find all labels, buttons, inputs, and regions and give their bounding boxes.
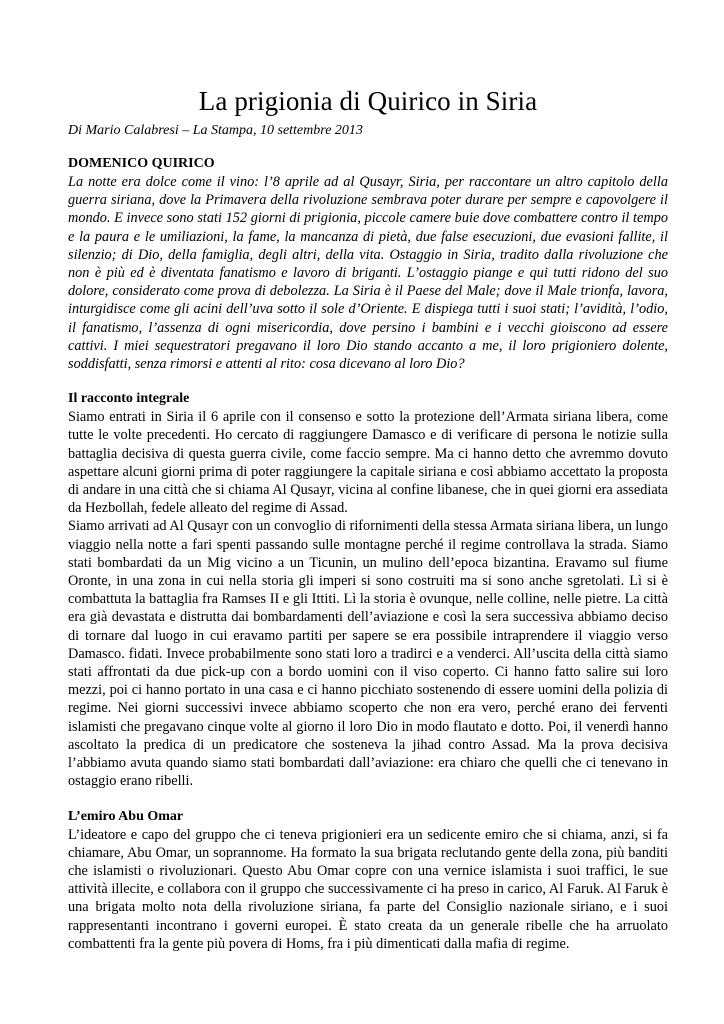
spacer	[68, 791, 668, 808]
byline: Di Mario Calabresi – La Stampa, 10 settembre 2013	[68, 123, 363, 138]
emiro-paragraph: L’ideatore e capo del gruppo che ci teneva prigionieri era un sedicente emiro che si chiama, anzi, si fa chiamare, Abu Omar, un soprannome. Ha formato la sua brigata reclutando gente della zona, più banditi che islamisti o rivoluzionari. Questo Abu Omar copre con una vernice islamista i suoi traffici, le sue attività illecite, e collabora con il gruppo che successivamente ci ha preso in carico, Al Faruk. Al Faruk è una brigata molto nota della rivoluzione siriana, fa parte del Consiglio nazionale siriano, e i suoi rappresentanti incontrano i governi europei. È stato creata da un generale ribelle che ha arruolato combattenti fra la gente più povera di Homs, fra i più dimenticati dalla mafia di regime.	[68, 826, 668, 952]
section-heading-emiro: L’emiro Abu Omar	[68, 808, 184, 824]
intro-paragraph: La notte era dolce come il vino: l’8 aprile ad al Qusayr, Siria, per raccontare un altro capitolo della guerra siriana, dove la Primavera della rivoluzione sembrava poter durare per sempre e capovolgere il mondo. E invece sono stati 152 giorni di prigionia, piccole camere buie dove combattere contro il tempo e la paura e le umiliazioni, la fame, la mancanza di pietà, due false esecuzioni, due evasioni fallite, il silenzio; di Dio, della famiglia, degli altri, della vita. Ostaggio in Siria, tradito dalla rivoluzione che non è più ed è diventata fanatismo e lavoro di briganti. L’ostaggio piange e qui tutti ridono del suo dolore, considerato come prova di debolezza. La Siria è il Paese del Male; dove il Male trionfa, lavora, inturgidisce come gli acini dell’uva sotto il sole d’Oriente. E dispiega tutti i suoi stati; l’avidità, l’odio, il fanatismo, l’assenza di ogni misericordia, dove persino i bambini e i vecchi gioiscono ad essere cattivi. I miei sequestratori pregavano il loro Dio stando accanto a me, il loro prigioniero dolente, soddisfatti, senza rimorsi e attenti al rito: cosa dicevano al loro Dio?	[68, 174, 668, 373]
racconto-paragraph-2: Siamo arrivati ad Al Qusayr con un convoglio di rifornimenti della stessa Armata siriana libera, un lungo viaggio nella notte a fari spenti passando sulle montagne perché il regime controllava la strada. Siamo stati bombardati da un Mig vicino a un Ticunin, un mulino dell’epoca bizantina. Eravamo sul fiume Oronte, in una zona in cui nella storia gli imperi si sono costruiti ma si sono anche sgretolati. Lì si è combattuta la battaglia fra Ramses II e gli Ittiti. Lì la storia è ovunque, nelle colline, nelle pietre. La città era già devastata e distrutta dai bombardamenti dell’aviazione e così la sera successiva abbiamo deciso di tornare dal luogo in cui eravamo partiti per sapere se era possibile intraprendere il viaggio verso Damasco. fidati. Invece probabilmente sono stati loro a tradirci e a venderci. All’uscita della città siamo stati affrontati da due pick-up con a bordo uomini con il viso coperto. Ci hanno fatto salire sui loro mezzi, poi ci hanno portato in una casa e ci hanno picchiato sostenendo di essere uomini della polizia di regime. Nei giorni successivi invece abbiamo scoperto che non era vero, perché erano dei ferventi islamisti che pregavano cinque volte al giorno il loro Dio in modo flautato e dotto. Poi, il venerdì hanno ascoltato la predica di un predicatore che sosteneva la jihad contro Assad. Ma la prova decisiva l’abbiamo avuta quando siamo stati bombardati dall’aviazione: era chiaro che quelli che ci tenevano in ostaggio erano ribelli.	[68, 518, 668, 790]
spacer	[68, 373, 668, 390]
section-heading-author: DOMENICO QUIRICO	[68, 156, 215, 171]
section-heading-racconto: Il racconto integrale	[68, 391, 190, 407]
document-title: La prigionia di Quirico in Siria	[198, 86, 538, 116]
racconto-paragraph-1: Siamo entrati in Siria il 6 aprile con il consenso e sotto la protezione dell’Armata siriana libera, come tutte le volte precedenti. Ho cercato di raggiungere Damasco e di verificare di persona le notizie sulla battaglia decisiva di questa guerra civile, come faccio sempre. Ma ci hanno detto che avremmo dovuto aspettare alcuni giorni prima di poter raggiungere la capitale siriana e così abbiamo accettato la proposta di andare in una città che si chiama Al Qusayr, vicina al confine libanese, che in quei giorni era assediata da Hezbollah, fedele alleato del regime di Assad.	[68, 409, 668, 517]
